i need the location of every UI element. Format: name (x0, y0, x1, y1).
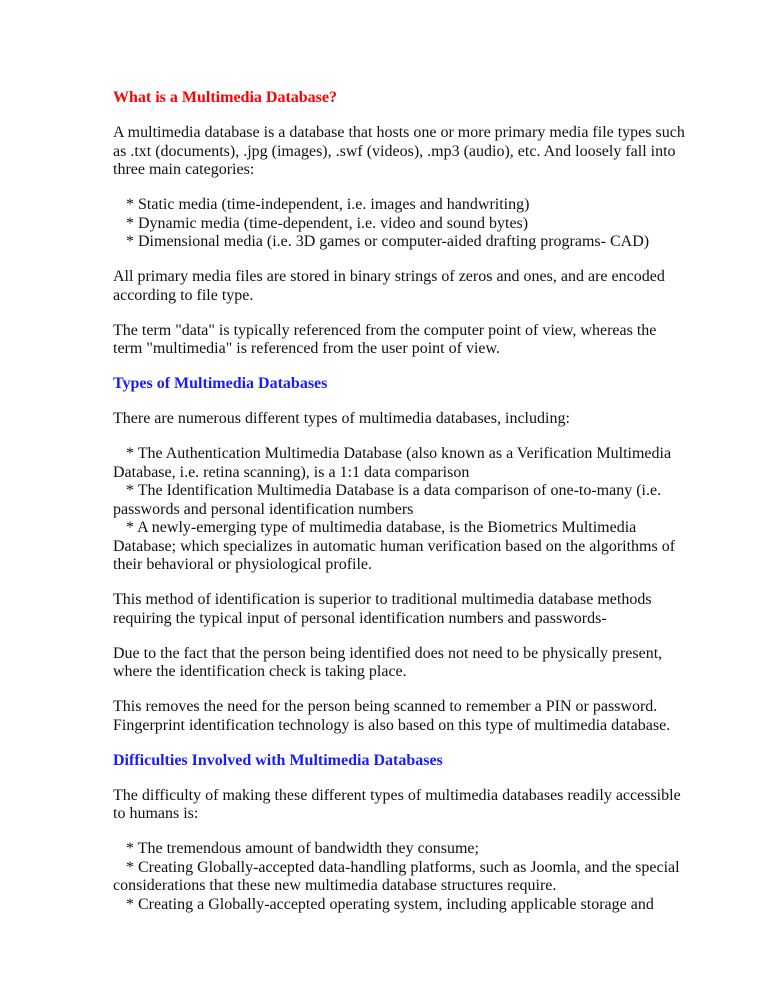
heading-text: What is a Multimedia Database? (113, 89, 337, 106)
text-line: Fingerprint identification technology is also based on this type of multimedia database. (113, 716, 671, 734)
text-line: There are numerous different types of multimedia databases, including: (113, 410, 570, 427)
bullet-item: * Dynamic media (time-dependent, i.e. video and sound bytes) (126, 214, 529, 232)
text-line: The difficulty of making these different types of multimedia databases readily accessible (113, 786, 681, 804)
bullet-item: * The Authentication Multimedia Database (also known as a Verification Multimedia (126, 445, 672, 462)
text-line: The term "data" is typically referenced from the computer point of view, whereas the (113, 321, 657, 339)
paragraph (113, 786, 681, 824)
bullet-list (113, 196, 673, 252)
bullet-item: * A newly-emerging type of multimedia database, is the Biometrics Multimedia (126, 519, 637, 536)
heading-text: Types of Multimedia Databases (113, 375, 328, 392)
section-heading (113, 752, 673, 771)
text-line: All primary media files are stored in binary strings of zeros and ones, and are encoded (113, 268, 665, 285)
text-line: to humans is: (113, 805, 199, 822)
bullet-list (113, 445, 676, 575)
bullet-item: * The Identification Multimedia Database is a data comparison of one-to-many (i.e. (126, 482, 662, 499)
text-line: three main categories: (113, 161, 255, 178)
bullet-item: * The tremendous amount of bandwidth they consume; (126, 840, 479, 857)
text-line: A multimedia database is a database that hosts one or more primary media file types such (113, 124, 685, 141)
text-line: This removes the need for the person being scanned to remember a PIN or password. (113, 698, 658, 715)
paragraph (113, 591, 673, 628)
paragraph (113, 268, 673, 305)
heading-text: Difficulties Involved with Multimedia Databases (113, 751, 443, 769)
text-line: This method of identification is superior to traditional multimedia database methods (113, 591, 652, 608)
bullet-continuation: their behavioral or physiological profile. (113, 556, 373, 573)
section-heading (113, 89, 673, 108)
text-line: where the identification check is taking place. (113, 663, 407, 680)
paragraph (113, 322, 673, 359)
paragraph (113, 698, 673, 735)
bullet-continuation: Database, i.e. retina scanning), is a 1:1 data comparison (113, 463, 470, 481)
bullet-item: * Creating a Globally-accepted operating system, including applicable storage and (126, 895, 654, 913)
bullet-item: * Static media (time-independent, i.e. images and handwriting) (126, 196, 530, 213)
paragraph (113, 645, 673, 682)
bullet-list (113, 840, 680, 914)
document-body (113, 89, 685, 931)
text-line: according to file type. (113, 286, 254, 304)
bullet-item: * Creating Globally-accepted data-handling platforms, such as Joomla, and the special (126, 858, 680, 876)
bullet-continuation: considerations that these new multimedia database structures require. (113, 877, 557, 894)
bullet-continuation: Database; which specializes in automatic human verification based on the algorithms of (113, 537, 676, 555)
section-heading (113, 375, 673, 394)
text-line: term "multimedia" is referenced from the user point of view. (113, 340, 501, 357)
bullet-continuation: passwords and personal identification numbers (113, 500, 414, 518)
text-line: Due to the fact that the person being identified does not need to be physically present, (113, 644, 663, 662)
text-line: requiring the typical input of personal identification numbers and passwords- (113, 609, 607, 627)
paragraph (113, 410, 673, 429)
text-line: as .txt (documents), .jpg (images), .swf (videos), .mp3 (audio), etc. And loosely fall into (113, 142, 676, 160)
paragraph (113, 124, 685, 180)
bullet-item: * Dimensional media (i.e. 3D games or computer-aided drafting programs- CAD) (126, 233, 650, 250)
